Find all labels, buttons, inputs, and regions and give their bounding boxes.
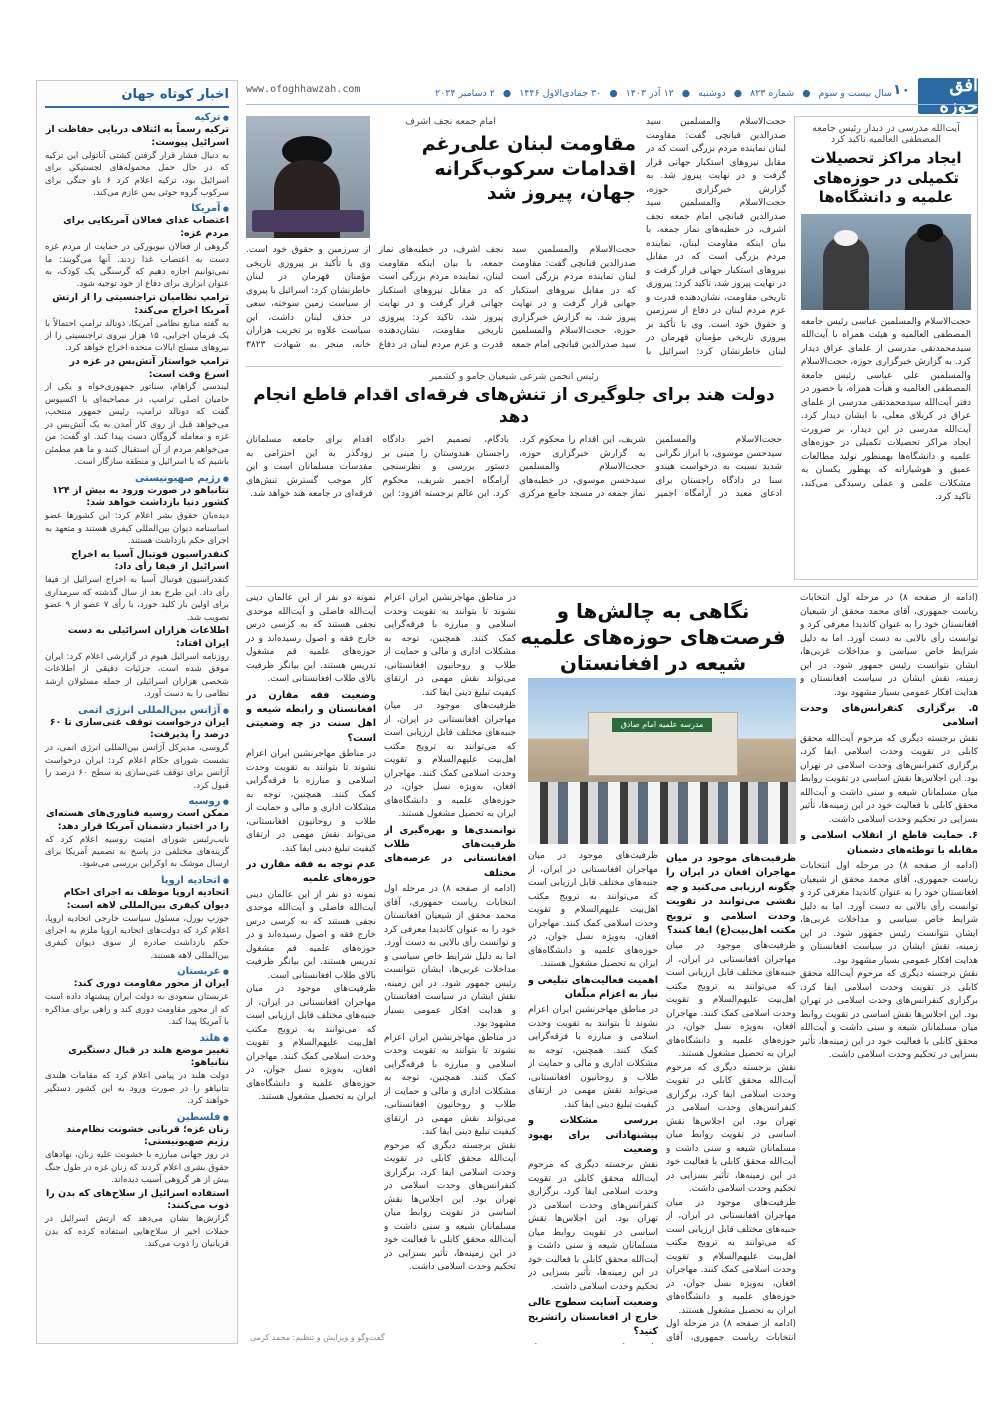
sidebar-news-headline: استفاده اسرائیل از سلاح‌های که بدن را ذوب می‌کنند: [45, 1187, 229, 1212]
india-article [246, 366, 782, 586]
lebanon-article [246, 116, 786, 360]
afghan-paragraph: نقش برجسته دیگری که مرحوم آیت‌الله محقق کابلی در تقویت وحدت اسلامی ایفا کرد، برگزاری کنفرانس‌های وحدت اسلامی در تهران بود. این اجلاس‌ها نقش اساسی در تقویت روابط میان مسلمانان شیعه و سنی داشت و آیت‌الله محقق کابلی با فعالیت خود در این زمینه‌ها، تأثیر بسزایی در تحکیم وحدت اسلامی داشت. [666, 1062, 796, 1195]
afghan-paragraph: (ادامه از صفحه ۸) در مرحله اول انتخابات ریاست جمهوری، آقای محمد محقق از شیعیان افغانستان خود را به عنوان کاندیدا معرفی کرد و توانست رأی بالایی به دست آورد. اما به دلیل شرایط خاص سیاسی و مداخلات غربی‌ها، ایشان نتوانست رئیس جمهور شود. در این زمینه، نقش ایشان در سیاست افغانستان و هدایت افکار عمومی بسیار مشهود بود. [800, 861, 978, 966]
afghan-subhead: وضعیت فقه مقارن در افغانستان و رابطه شیعه و اهل سنت در چه وضعیتی است؟ [246, 689, 376, 744]
india-kicker: رئیس انجمن شرعی شیعیان جامو و کشمیر [429, 371, 599, 382]
sidebar-news-body: عربستان سعودی به دولت ایران پیشنهاد داده است که از محور مقاومت دوری کند و راهی برای مذاکره با آمریکا پیدا کند. [45, 992, 229, 1028]
page-number: ۱۰ [892, 82, 910, 98]
sidebar-news-headline: ترامپ خواستار آتش‌بس در غزه در اسرع وقت است: [69, 355, 229, 380]
afghan-paragraph: (ادامه از صفحه ۸) در مرحله اول انتخابات ریاست جمهوری، آقای محمد محقق از شیعیان افغانستان خود را به عنوان کاندیدا معرفی کرد و توانست رأی بالایی به دست آورد. اما به دلیل شرایط خاص سیاسی و مداخلات غربی‌ها، ایشان نتوانست رئیس جمهور شود. در این زمینه، نقش ایشان در سیاست افغانستان و هدایت افکار عمومی بسیار مشهود بود. [800, 593, 978, 698]
world-news-sidebar [36, 80, 238, 1344]
sidebar-region: ● ترکیه [45, 112, 229, 123]
dateline-item: شماره ۸۲۳ [749, 87, 795, 99]
sidebar-news-headline: زنان غزه؛ قربانی خشونت نظام‌مند رژیم صهیونیستی: [66, 1123, 229, 1148]
microphones [252, 210, 364, 232]
seminary-photo [801, 214, 971, 310]
dateline-item: ۲ دسامبر ۲۰۲۴ [435, 87, 495, 99]
dateline-item: سال بیست و سوم [818, 87, 892, 99]
sidebar-news-body: در روز جهانی مبارزه با خشونت علیه زنان، نهادهای حقوق بشری اعلام کردند که زنان غزه در طول جنگ بیش از هر گروهی آسیب دیده‌اند. [45, 1150, 229, 1186]
seminary-article [794, 116, 978, 580]
sidebar-news-body: گروسی، مدیرکل آژانس بین‌المللی انرژی اتمی، در نشست شورای حکام اعلام کرد: ایران درخواست آژانس برای توقف غنی‌سازی به سطح ۶۰ درصد را قبول کرد. [45, 743, 229, 791]
sidebar-news-headline: اتحادیه اروپا موظف به اجرای احکام دیوان کیفری بین‌المللی لاهه است: [63, 886, 229, 911]
afghanistan-article [246, 592, 978, 1344]
afghan-paragraph: (ادامه از صفحه ۸) در مرحله اول انتخابات ریاست جمهوری، آقای محمد محقق از شیعیان افغانستان خود را به عنوان کاندیدا معرفی کرد و توانست رأی بالایی به دست آورد. اما به دلیل شرایط خاص سیاسی و مداخلات غربی‌ها، ایشان نتوانست رئیس جمهور شود. در این زمینه، نقش ایشان در سیاست افغانستان و هدایت افکار عمومی بسیار مشهود بود. [384, 884, 516, 1030]
lebanon-headline: مقاومت لبنان علی‌رغم اقدامات سرکوب‌گرانه جهان، پیروز شد [421, 133, 636, 205]
afghan-col-far-left [246, 592, 376, 1330]
sidebar-news-headline: ترکیه رسماً به ائتلاف دریایی حفاظت از اسرائیل پیوست: [45, 124, 229, 148]
cleric-figure [905, 230, 953, 310]
afghan-paragraph: نقش برجسته دیگری که مرحوم آیت‌الله محقق کابلی در تقویت وحدت اسلامی ایفا کرد، برگزاری کنفرانس‌های وحدت اسلامی در تهران بود. این اجلاس‌ها نقش اساسی در تقویت روابط میان مسلمانان شیعه و سنی داشت و آیت‌الله محقق کابلی با فعالیت خود در این زمینه‌ها، تأثیر بسزایی در تحکیم وحدت اسلامی داشت. [528, 1160, 658, 1292]
afghan-paragraph: (ادامه از صفحه ۸) در مرحله اول انتخابات ریاست جمهوری، آقای [666, 1319, 796, 1343]
dateline-item: ۳۰ جمادی‌الاول ۱۴۴۶ [519, 87, 602, 99]
afghan-subhead: ظرفیت‌های موجود در میان مهاجران افغان در ایران را چگونه ارزیابی می‌کنید و چه نقشی می‌توانند در تقویت وحدت اسلامی و ترویج مکتب اهل‌بیت(ع) ایفا کنند؟ [666, 853, 796, 936]
sidebar-news-headline: ممکن است روسیه فناوری‌های هسته‌ای را در اختیار دشمنان آمریکا قرار دهد: [45, 807, 229, 832]
afghan-subhead: عدم توجه به فقه مقارن در حوزه‌های علمیه [246, 859, 376, 885]
article-credit: گفت‌وگو و ویرایش و تنظیم: محمد کرمی [250, 1333, 385, 1342]
afghan-paragraph: نمونه دو نفر از این عالمان دینی آیت‌الله فاضلی و آیت‌الله موحدی نجفی هستند که به کرسی درس خارج فقه و اصول رسیده‌اند و در حوزه‌های علمیه قم مشغول تدریس هستند. این بیانگر ظرفیت بالای طلاب افغانستانی است. [246, 593, 376, 684]
seminary-headline: ایجاد مراکز تحصیلات تکمیلی در حوزه‌های علمیه و دانشگاه‌ها [810, 149, 962, 206]
afghan-paragraph: ظرفیت‌های موجود در میان مهاجران افغانستانی در ایران، از جنبه‌های مختلف قابل ارزیابی است که می‌توانند به ترویج مکتب اهل‌بیت علیهم‌السلام و تقویت وحدت اسلامی کمک کنند. مهاجران افغان، به‌ویژه نسل جوان، در حوزه‌های علمیه و دانشگاه‌های ایران به تحصیل مشغول هستند. [528, 851, 658, 969]
cleric-figure [823, 236, 869, 310]
seminary-body: حجت‌الاسلام والمسلمین عباسی رئیس جامعه المصطفی العالمیه و هیئت همراه با آیت‌الله سیدمحمدتقی مدرسی از علمای عراق دیدار کرد. به گزارش خبرگزاری حوزه، حجت‌الاسلام والمسلمین علی عباسی رئیس جامعة المصطفی العالمیه و هیأت همراه، با حضور در دفتر آیت‌الله سیدمحمدتقی مدرسی از علمای عراق در کربلای معلی، با ایشان دیدار کرد. آیت‌الله مدرسی در این دیدار، بر ضرورت ایجاد مراکز تحصیلات تکمیلی در حوزه‌های علمیه و دانشگاه‌ها بهمنظور تولید مطالعات عمیق و هوشیارانه که بهطور یکسان به مشکلات علمی و عملی رسیدگی می‌کند، تاکید کرد. [801, 316, 971, 502]
header-divider [246, 104, 978, 105]
sidebar-news-headline: ترامپ نظامیان تراجنسیتی را از ارتش آمریکا اخراج می‌کند: [52, 291, 229, 316]
sidebar-news-body: روزنامه اسرائیل هیوم در گزارشی اعلام کرد: ایران موفق شده است، جزئیات دقیقی از اطلاعات شخصی هزاران اسرائیلی از جمله مسئولان ارشد نظامی را به دست آورد. [45, 651, 229, 700]
afghan-headline: نگاهی به چالش‌ها و فرصت‌های حوزه‌های علمیه شیعه در افغانستان [520, 599, 786, 675]
seminary-kicker: آیت‌الله مدرسی در دیدار رئیس جامعه المصطفی العالمیه تاکید کرد [812, 123, 960, 145]
afghan-paragraph: نمونه دو نفر از این عالمان دینی آیت‌الله فاضلی و آیت‌الله موحدی نجفی هستند که به کرسی درس خارج فقه و اصول رسیده‌اند و در حوزه‌های علمیه قم مشغول تدریس هستند. این بیانگر ظرفیت بالای طلاب افغانستانی است. [246, 889, 376, 981]
afghan-subhead: ۵. برگزاری کنفرانس‌های وحدت اسلامی [800, 703, 978, 729]
sidebar-news-body: دیده‌بان حقوق بشر اعلام کرد: این کشورها عضو اساسنامه دیوان بین‌المللی کیفری هستند و متعهد به اجرای حکم بازداشت هستند. [45, 511, 229, 547]
lebanon-body-col2: حجت‌الاسلام والمسلمین سید صدرالدین قبانچی گفت: مقاومت لبنان نماینده مردم بزرگی است که در مقابل نیروهای استکبار جهانی قرار گرفت و در نهایت پیروز شد. به گزارش خبرگزاری حوزه، حجت‌الاسلام والمسلمین سید صدرالدین قبانچی امام جمعه نجف اشرف، در خطبه‌های نماز جمعه، با بیان اینکه مقاومت لبنان، نماینده مردم بزرگی است که در مقابل نیروهای استکبار جهانی قرار گرفت و در نهایت پیروز شد، تاکید کرد: پیروزی تاریخی مقاومت، نشان‌دهنده قدرت و عزم مردم لبنان در دفاع از سرزمین و حقوق خود است. وی با تأکید بر پیروزی تاریخی مؤمنان قهرمان در لبنان خاطرنشان کرد: اسرائیل با پیروی از سیاست زمین سوخته، سعی در حذف لبنان داشت، این سیاست علاوه بر تخریب هزاران خانه، منجر به شهادت ۳۸۲۳ [246, 245, 636, 350]
afghan-group-photo [528, 678, 796, 844]
sidebar-news-headline: اطلاعات هزاران اسرائیلی به دست ایران افتاد: [67, 625, 229, 649]
masthead-logo [918, 75, 978, 117]
sidebar-region: ● فلسطین [45, 1112, 229, 1123]
afghan-col-mid [666, 850, 796, 1344]
sidebar-news-body: لیندسی گراهام، سناتور جمهوری‌خواه و یکی از حامیان اصلی ترامپ، در مصاحبه‌ای با اکسیوس گفت که دونالد ترامپ، رئیس جمهور منتخب، می‌خواهد قبل از روی کار آمدن به یک آتش‌بس در غزه و معامله گروگان دست پیدا کند. او گفت: من می‌خواهم مردم از آن استقبال کنند و ما هم مطمئن باشیم که با اسرائیل و منطقه سازگار است. [45, 382, 229, 468]
sidebar-news-body: گروهی از فعالان نیویورکی در حمایت از مردم غزه دست به اعتصاب غذا زدند. آنها می‌گویند: ما نمی‌توانیم اجازه دهیم که گرسنگی یک کودک، به عنوان ابزاری برای دفاع از خود توجیه شود. [45, 242, 229, 290]
india-body: حجت‌الاسلام والمسلمین سیدحسن موسوی، با ابراز نگرانی شدید نسبت به درخواست هیندو سنا در دادگاه راجستان برای ادعای معبد در آرامگاه اجمیر شریف، این اقدام را محکوم کرد. به گزارش خبرگزاری حوزه، حجت‌الاسلام والمسلمین سیدحسن موسوی، در خطبه‌های نماز جمعه در مسجد جامع مرکزی بادگام، تصمیم اخیر دادگاه راجستان هندوستان را مبنی بر دستور بررسی و نظرسنجی آرامگاه اجمیر شریف، محکوم کرد. این عالم برجسته افزود: این اقدام برای جامعه مسلمانان زودگذر به این‌ احترامی به مقدسات مسلمانان است و این کار موجب گسترش تنش‌های فرقه‌ای در جامعه هند خواهد شد. [246, 435, 782, 500]
lebanon-body-col1: حجت‌الاسلام والمسلمین سید صدرالدین قبانچی گفت: مقاومت لبنان نماینده مردم بزرگی است که در مقابل نیروهای استکبار جهانی قرار گرفت و در نهایت پیروز شد. به گزارش خبرگزاری حوزه، حجت‌الاسلام والمسلمین سید صدرالدین قبانچی امام جمعه نجف اشرف، در خطبه‌های نماز جمعه، با بیان اینکه مقاومت لبنان، نماینده مردم بزرگی است که در مقابل نیروهای استکبار جهانی قرار گرفت و در نهایت پیروز شد، تاکید کرد: پیروزی تاریخی مقاومت، نشان‌دهنده قدرت و عزم مردم لبنان در دفاع از سرزمین و حقوق خود است. وی با تأکید بر پیروزی تاریخی مؤمنان قهرمان در لبنان خاطرنشان کرد: اسرائیل با [646, 117, 786, 357]
afghan-subhead: توانمندی‌ها و بهره‌گیری از ظرفیت‌های طلاب افغانستانی در عرصه‌های مختلف [384, 824, 516, 879]
dateline-item: دوشنبه [698, 87, 726, 99]
turban-shape [834, 230, 858, 246]
turban-shape [917, 224, 943, 242]
lebanon-kicker: امام جمعه نجف اشرف [405, 116, 496, 127]
sidebar-news-body: به دنبال فشار قرار گرفتن کشتی آناتولی این ترکیه که در حال حمل محموله‌های لجستیکی برای اسرائیل بود، ترکیه اعلام کرد ۶ ناو جنگی برای سرکوب گروه حوثی یمن عازم می‌کند. [45, 150, 229, 198]
sidebar-news-headline: اعتصاب غذای فعالان آمریکایی برای مردم غزه: [63, 215, 229, 240]
afghan-subhead: ۶. حمایت قاطع از انقلاب اسلامی و مقابله با توطئه‌های دشمنان [800, 830, 978, 856]
afghan-paragraph: در مناطق مهاجرنشین ایران اعزام نشوند تا بتوانند به تقویت وحدت اسلامی و مبارزه با فرقه‌گرایی کمک کنند. همچنین، توجه به مشکلات اداری و مالی و حمایت از طلاب و روحانیون افغانستانی، می‌تواند نقش مهمی در ارتقای کیفیت تبلیغ دینی ایفا کند. [384, 1032, 516, 1138]
afghan-paragraph: ظرفیت‌های موجود در میان مهاجران افغانستانی در ایران، از جنبه‌های مختلف قابل ارزیابی است که می‌توانند به ترویج مکتب اهل‌بیت علیهم‌السلام و تقویت وحدت اسلامی کمک کنند. مهاجران افغان، به‌ویژه نسل جوان، در حوزه‌های علمیه و دانشگاه‌های ایران به تحصیل مشغول هستند. [666, 941, 796, 1060]
sidebar-news-headline: ایران از محور مقاومت دوری کند: [73, 978, 229, 990]
sidebar-region: ● آمریکا [45, 203, 229, 214]
afghan-paragraph: نقش برجسته دیگری که مرحوم آیت‌الله محقق کابلی در تقویت وحدت اسلامی ایفا کرد، برگزاری کنفرانس‌های وحدت اسلامی در تهران بود. این اجلاس‌ها نقش اساسی در تقویت روابط میان مسلمانان شیعه و سنی داشت و آیت‌الله محقق کابلی با فعالیت خود در این زمینه‌ها، تأثیر بسزایی در تحکیم وحدت اسلامی داشت. [800, 733, 978, 825]
sidebar-news-body: کنفدراسیون فوتبال آسیا به اخراج اسرائیل از فیفا رأی داد. این طرح بعد از سال گذشته که سرمداری برای اولین بار کلید خورد، با رأی ۷ عضو از ۹ عضو تصویب شد. [45, 575, 229, 623]
lebanon-photo [246, 116, 370, 238]
dateline: سال بیست و سوم ● شماره ۸۲۳ ● دوشنبه ● ۱۲ آذر ۱۴۰۳ ● ۳۰ جمادی‌الاول ۱۴۴۶ ● ۲ دسامبر ۲۰۲۴ [435, 87, 892, 99]
site-url[interactable]: www.ofoghhawzah.com [246, 84, 361, 95]
afghan-col-left [384, 592, 516, 1344]
sidebar-news-body: نایب‌رئیس شورای امنیت روسیه اعلام کرد که گزینه‌های مختلفی در پاسخ به تصمیم آمریکا برای ارسال موشک به اوکراین بررسی می‌شود. [45, 834, 229, 870]
sidebar-region: ● عربستان [45, 966, 229, 977]
sidebar-region: ● روسیه [45, 796, 229, 807]
afghan-col-mid2 [528, 850, 658, 1344]
sidebar-news-headline: کنفدراسیون فوتبال آسیا به اخراج اسرائیل از فیفا رأی داد: [71, 548, 229, 573]
sidebar-news-body: گزارش‌ها نشان می‌دهد که ارتش اسرائیل در حملات اخیر از سلاح‌هایی استفاده کرده که بدن قربانیان را ذوب می‌کند. [45, 1214, 229, 1250]
sidebar-news-body: جوزپ بورل، مسئول سیاست خارجی اتحادیه اروپا، اعلام کرد که دولت‌های اتحادیه اروپا ملزم به اجرای حکم بازداشت صادره از سوی دیوان کیفری بین‌المللی لاهه هستند. [45, 913, 229, 961]
afghan-paragraph: نقش برجسته دیگری که مرحوم آیت‌الله محقق کابلی در تقویت وحدت اسلامی ایفا کرد، برگزاری کنفرانس‌های وحدت اسلامی در تهران بود. این اجلاس‌ها نقش اساسی در تقویت روابط میان مسلمانان شیعه و سنی داشت و آیت‌الله محقق کابلی با فعالیت خود در این زمینه‌ها، تأثیر بسزایی در تحکیم وحدت اسلامی داشت. [800, 969, 978, 1061]
afghan-paragraph: در مناطق مهاجرنشین ایران اعزام نشوند تا بتوانند به تقویت وحدت اسلامی و مبارزه با فرقه‌گرایی کمک کنند. همچنین، توجه به مشکلات اداری و مالی و حمایت از طلاب و روحانیون افغانستانی، می‌تواند نقش مهمی در ارتقای کیفیت تبلیغ دینی ایفا کند. [246, 749, 376, 854]
school-sign: مدرسه علمیه امام صادق [612, 718, 712, 732]
afghan-paragraph: ظرفیت‌های موجود در میان مهاجران افغانستانی در ایران، از جنبه‌های مختلف قابل ارزیابی است که می‌توانند به ترویج مکتب اهل‌بیت علیهم‌السلام و تقویت وحدت اسلامی کمک کنند. مهاجران افغان، به‌ویژه نسل جوان، در حوزه‌های علمیه و دانشگاه‌های ایران به تحصیل مشغول هستند. [246, 984, 376, 1103]
group-of-people [528, 782, 796, 844]
logo-text: افق حوزه [939, 75, 978, 117]
sidebar-region: ● رژیم صهیونیستی [45, 473, 229, 484]
india-headline: دولت هند برای جلوگیری از تنش‌های فرقه‌ای اقدام قاطع انجام دهد [253, 385, 775, 428]
afghan-paragraph [528, 1342, 658, 1344]
sidebar-news-headline: نتانیاهو در صورت ورود به بیش از ۱۲۴ کشور دنیا بازداشت خواهد شد: [52, 484, 229, 509]
sidebar-region: ● آژانس بین‌المللی انرژی اتمی [45, 705, 229, 716]
sidebar-news-list [45, 112, 229, 1251]
sidebar-region: ● هلند [45, 1033, 229, 1044]
sidebar-region: ● اتحادیه اروپا [45, 875, 229, 886]
afghan-subhead: بررسی مشکلات و پیشنهاداتی برای بهبود وضعیت [528, 1115, 658, 1156]
afghan-paragraph: در مناطق مهاجرنشین ایران اعزام نشوند تا بتوانند به تقویت وحدت اسلامی و مبارزه با فرقه‌گرایی کمک کنند. همچنین، توجه به مشکلات اداری و مالی و حمایت از طلاب و روحانیون افغانستانی، می‌تواند نقش مهمی در ارتقای کیفیت تبلیغ دینی ایفا کند. [384, 593, 516, 698]
sidebar-title: اخبار کوتاه جهان [45, 87, 229, 108]
afghan-paragraph: ظرفیت‌های موجود در میان مهاجران افغانستانی در ایران، از جنبه‌های مختلف قابل ارزیابی است که می‌توانند به ترویج مکتب اهل‌بیت علیهم‌السلام و تقویت وحدت اسلامی کمک کنند. مهاجران افغان، به‌ویژه نسل جوان، در حوزه‌های علمیه و دانشگاه‌های ایران به تحصیل مشغول هستند. [666, 1197, 796, 1316]
afghan-paragraph: ظرفیت‌های موجود در میان مهاجران افغانستانی در ایران، از جنبه‌های مختلف قابل ارزیابی است که می‌توانند به ترویج مکتب اهل‌بیت علیهم‌السلام و تقویت وحدت اسلامی کمک کنند. مهاجران افغان، به‌ویژه نسل جوان، در حوزه‌های علمیه و دانشگاه‌های ایران به تحصیل مشغول هستند. [384, 701, 516, 819]
afghan-subhead: اهمیت فعالیت‌های تبلیغی و نیاز به اعزام مبلّغان [528, 974, 658, 1000]
afghan-col-right [800, 592, 978, 1344]
afghan-subhead: وضعیت آسایت سطوح عالی خارج از افغانستان راتشریح کنید؟ [528, 1297, 658, 1338]
sidebar-news-headline: تغییر موضع هلند در قبال دستگیری نتانیاهو: [68, 1044, 229, 1069]
section-divider [246, 586, 978, 587]
afghan-paragraph: در مناطق مهاجرنشین ایران اعزام نشوند تا بتوانند به تقویت وحدت اسلامی و مبارزه با فرقه‌گرایی کمک کنند. همچنین، توجه به مشکلات اداری و مالی و حمایت از طلاب و روحانیون افغانستانی، می‌تواند نقش مهمی در ارتقای کیفیت تبلیغ دینی ایفا کند. [528, 1005, 658, 1110]
sidebar-news-headline: ایران درخواست توقف غنی‌سازی تا ۶۰ درصد را پذیرفت: [49, 716, 229, 741]
afghan-paragraph: نقش برجسته دیگری که مرحوم آیت‌الله محقق کابلی در تقویت وحدت اسلامی ایفا کرد، برگزاری کنفرانس‌های وحدت اسلامی در تهران بود. این اجلاس‌ها نقش اساسی در تقویت روابط میان مسلمانان شیعه و سنی داشت و آیت‌الله محقق کابلی با فعالیت خود در این زمینه‌ها، تأثیر بسزایی در تحکیم وحدت اسلامی داشت. [384, 1140, 516, 1273]
sidebar-news-body: دولت هلند در پیامی اعلام کرد که مقامات هلندی نتانیاهو را در صورت ورود به این کشور دستگیر خواهند کرد. [45, 1071, 229, 1107]
dateline-item: ۱۲ آذر ۱۴۰۳ [625, 87, 674, 99]
sidebar-news-body: به گفته منابع نظامی آمریکا، دونالد ترامپ احتمالاً با یک فرمان اجرایی، ۱۵ هزار نیروی تراجنسیتی را از نیروهای مسلح ایالات متحده اخراج خواهد کرد. [45, 318, 229, 354]
